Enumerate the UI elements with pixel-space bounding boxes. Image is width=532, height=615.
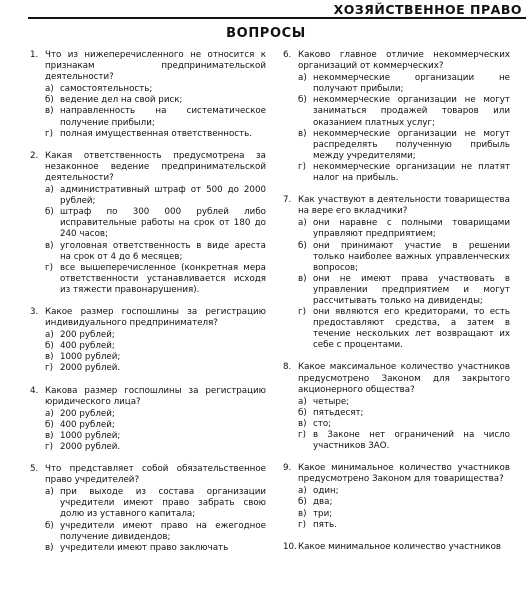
answer-option xyxy=(298,73,510,95)
option-text: все вышеперечисленное (конкретная мера ответственности устанавливается исходя из тяжести правонарушения). xyxy=(60,262,266,295)
option-letter: б) xyxy=(45,419,54,430)
answer-options xyxy=(45,84,266,139)
question-number: 8. xyxy=(283,362,292,373)
option-text: они не имеют права участвовать в управлении предприятием и могут рассчитывать только на дивиденды; xyxy=(313,273,510,306)
question xyxy=(283,362,510,452)
option-text: пять. xyxy=(313,519,337,530)
option-letter: г) xyxy=(45,262,53,273)
option-letter: в) xyxy=(45,430,54,441)
answer-option xyxy=(298,430,510,452)
option-text: четыре; xyxy=(313,396,350,407)
answer-option xyxy=(45,84,266,95)
option-text: 2000 рублей. xyxy=(60,442,121,452)
answer-option xyxy=(45,95,266,106)
answer-option xyxy=(298,509,510,520)
question-text: Какая ответственность предусмотрена за незаконное ведение предпринимательской деятельности? xyxy=(45,150,266,183)
option-text: 1000 рублей; xyxy=(60,352,121,363)
option-text: учредители имеют право заключать xyxy=(60,542,229,553)
answer-option xyxy=(298,218,510,240)
answer-option xyxy=(45,263,266,296)
option-letter: а) xyxy=(45,330,54,341)
header-rule xyxy=(28,17,526,19)
option-text: два; xyxy=(313,497,333,508)
option-text: некоммерческие организации не платят налог на прибыль. xyxy=(313,161,510,184)
option-text: 200 рублей; xyxy=(60,330,115,341)
question xyxy=(283,463,510,531)
option-letter: а) xyxy=(45,185,54,196)
option-letter: в) xyxy=(298,508,307,519)
answer-option xyxy=(298,129,510,162)
option-text: штраф по 300 000 рублей либо исправительные работы на срок от 180 до 240 часов; xyxy=(60,207,266,240)
option-text: административный штраф от 500 до 2000 рублей; xyxy=(60,185,266,207)
answer-options xyxy=(45,409,266,453)
option-text: три; xyxy=(313,508,333,519)
answer-option xyxy=(298,486,510,497)
answer-options xyxy=(298,73,510,184)
option-letter: б) xyxy=(298,407,307,418)
answer-option xyxy=(298,520,510,531)
answer-options xyxy=(298,218,510,351)
option-letter: б) xyxy=(45,207,54,218)
question-text: Какое размер госпошлины за регистрацию индивидуального предпринимателя? xyxy=(45,306,266,329)
question xyxy=(30,464,266,554)
question-number: 2. xyxy=(30,150,39,161)
answer-option xyxy=(45,487,266,520)
option-letter: г) xyxy=(298,519,306,530)
question-number: 3. xyxy=(30,306,39,317)
question xyxy=(283,542,510,553)
option-text: в Законе нет ограничений на число участников ЗАО. xyxy=(313,430,510,452)
option-text: направленность на систематическое получение прибыли; xyxy=(60,106,266,128)
answer-option xyxy=(45,241,266,263)
question xyxy=(30,151,266,296)
answer-options xyxy=(298,486,510,530)
option-text: 1000 рублей; xyxy=(60,430,121,441)
option-text: уголовная ответственность в виде ареста на срок от 4 до 6 месяцев; xyxy=(60,240,266,262)
answer-option xyxy=(298,162,510,184)
question-text: Каково главное отличие некоммерческих организаций от коммерческих? xyxy=(298,50,510,72)
answer-option xyxy=(45,129,266,140)
option-text: 2000 рублей. xyxy=(60,363,121,374)
option-text: некоммерческие организации не могут распределять полученную прибыль между учредителями; xyxy=(313,128,510,161)
answer-option xyxy=(45,363,266,374)
question-number: 1. xyxy=(30,50,39,60)
option-letter: б) xyxy=(45,520,54,531)
answer-option xyxy=(298,397,510,408)
answer-option xyxy=(45,352,266,363)
answer-options xyxy=(45,330,266,374)
question xyxy=(283,195,510,351)
option-text: 400 рублей; xyxy=(60,341,115,352)
question-text: Что из нижеперечисленного не относится к признакам предпринимательской деятельности? xyxy=(45,50,266,83)
answer-option xyxy=(298,408,510,419)
option-letter: а) xyxy=(45,487,54,498)
option-text: учредители имеют право на ежегодное получение дивидендов; xyxy=(60,520,266,542)
answer-option xyxy=(298,95,510,128)
question-text: Как участвуют в деятельности товарищества на вере его вкладчики? xyxy=(298,195,510,217)
option-letter: б) xyxy=(298,497,307,508)
option-letter: в) xyxy=(298,418,307,429)
question-text: Какое минимальное количество участников xyxy=(298,541,502,552)
question-text: Какое максимальное количество участников предусмотрено Законом для закрытого акционерного общества? xyxy=(298,362,510,395)
question xyxy=(30,50,266,140)
right-column xyxy=(283,50,510,564)
header-title: ХОЗЯЙСТВЕННОЕ ПРАВО xyxy=(333,2,522,17)
option-letter: б) xyxy=(298,240,307,251)
option-letter: а) xyxy=(45,84,54,95)
option-text: 200 рублей; xyxy=(60,408,115,419)
answer-option xyxy=(298,274,510,307)
answer-options xyxy=(298,397,510,452)
section-title: ВОПРОСЫ xyxy=(226,26,306,41)
answer-option xyxy=(45,341,266,352)
option-text: они наравне с полными товарищами управляют предприятием; xyxy=(313,218,510,240)
option-letter: г) xyxy=(298,161,306,172)
question-number: 4. xyxy=(30,385,39,396)
answer-option xyxy=(45,431,266,442)
option-letter: а) xyxy=(298,396,307,407)
answer-option xyxy=(45,330,266,341)
answer-option xyxy=(298,241,510,274)
question-text: Что представляет собой обязательственное право учредителей? xyxy=(45,464,266,486)
question-text: Какое минимальное количество участников предусмотрено Законом для товарищества? xyxy=(298,463,510,485)
option-letter: в) xyxy=(45,542,54,553)
option-text: сто; xyxy=(313,418,332,429)
option-letter: г) xyxy=(45,128,53,139)
answer-option xyxy=(298,419,510,430)
answer-option xyxy=(45,106,266,128)
option-text: 400 рублей; xyxy=(60,419,115,430)
left-column xyxy=(30,50,266,565)
answer-option xyxy=(45,409,266,420)
option-text: пятьдесят; xyxy=(313,407,364,418)
question-number: 7. xyxy=(283,195,292,206)
option-letter: г) xyxy=(45,442,53,452)
answer-option xyxy=(45,420,266,431)
option-letter: а) xyxy=(298,218,307,229)
option-letter: а) xyxy=(45,408,54,419)
option-text: некоммерческие организации не получают прибыли; xyxy=(313,73,510,95)
question xyxy=(30,386,266,454)
option-text: они принимают участие в решении только наиболее важных управленческих вопросов; xyxy=(313,240,510,273)
answer-option xyxy=(298,307,510,351)
question-number: 9. xyxy=(283,463,292,474)
answer-option xyxy=(298,497,510,508)
option-letter: г) xyxy=(298,430,306,440)
question xyxy=(283,50,510,184)
option-text: они являются его кредиторами, то есть предоставляют средства, а затем в течение нескольких лет возвращают их себе с процентами. xyxy=(313,307,510,351)
option-letter: а) xyxy=(298,486,307,497)
question-text: Какова размер госпошлины за регистрацию юридического лица? xyxy=(45,385,266,407)
option-text: полная имущественная ответственность. xyxy=(60,128,252,139)
answer-option xyxy=(45,442,266,453)
question-number: 10. xyxy=(283,541,297,552)
question xyxy=(30,307,266,375)
answer-option xyxy=(45,521,266,543)
option-letter: б) xyxy=(298,95,307,106)
option-text: некоммерческие организации не могут заниматься продажей товаров или оказанием платных услуг; xyxy=(313,95,510,128)
answer-options xyxy=(45,185,266,296)
option-letter: в) xyxy=(298,128,307,139)
option-text: при выходе из состава организации учредители имеют право забрать свою долю из уставного капитала; xyxy=(60,487,266,520)
answer-options xyxy=(45,487,266,554)
option-letter: в) xyxy=(45,240,54,251)
option-letter: в) xyxy=(45,106,54,117)
option-text: один; xyxy=(313,486,339,497)
option-letter: г) xyxy=(45,363,53,374)
option-text: ведение дел на свой риск; xyxy=(60,95,183,106)
option-letter: а) xyxy=(298,73,307,84)
option-text: самостоятельность; xyxy=(60,84,153,95)
option-letter: г) xyxy=(298,307,306,318)
answer-option xyxy=(45,207,266,240)
option-letter: в) xyxy=(298,273,307,284)
option-letter: б) xyxy=(45,95,54,106)
answer-option xyxy=(45,543,266,554)
question-number: 5. xyxy=(30,464,39,475)
option-letter: в) xyxy=(45,352,54,363)
option-letter: б) xyxy=(45,341,54,352)
question-number: 6. xyxy=(283,50,292,60)
answer-option xyxy=(45,185,266,207)
